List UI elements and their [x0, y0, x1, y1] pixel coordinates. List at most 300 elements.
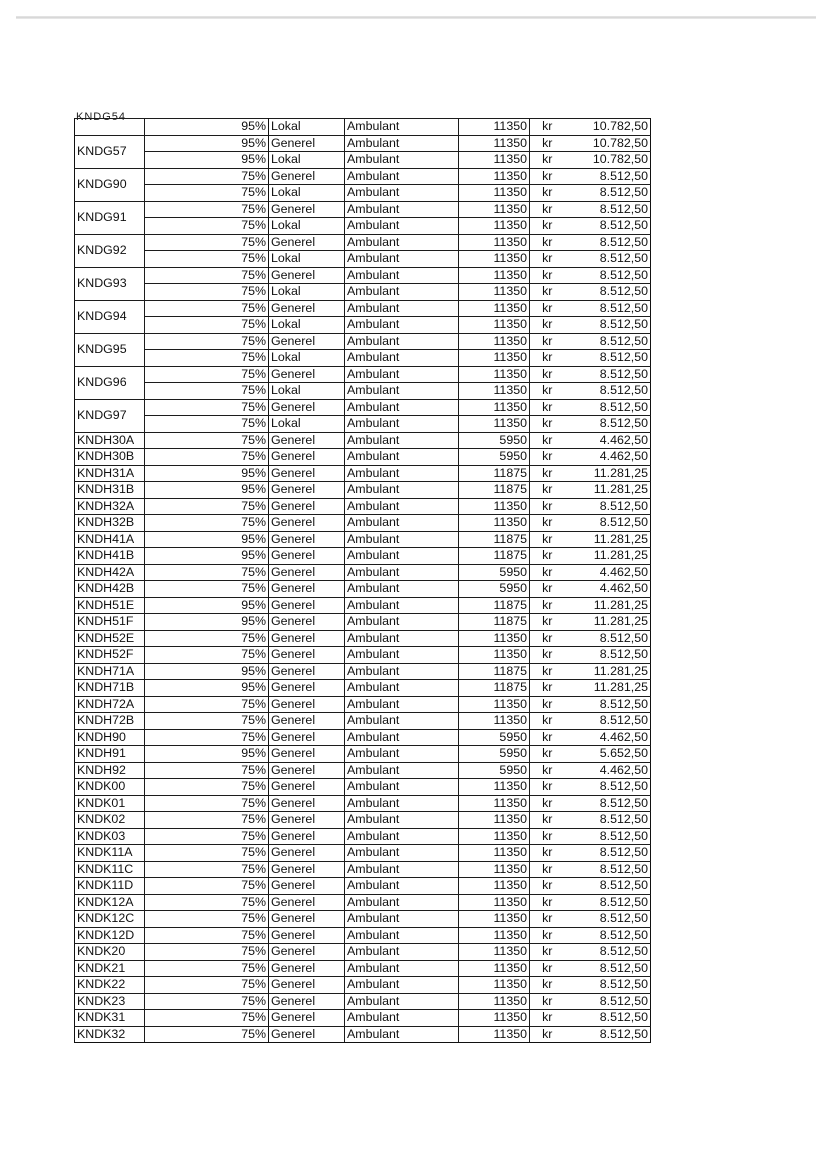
amount-cell: 8.512,50 [565, 1010, 651, 1027]
type-cell: Generel [269, 713, 345, 730]
currency-cell: kr [530, 201, 565, 218]
procedure-code-cell: KNDH31A [75, 465, 145, 482]
currency-cell: kr [530, 218, 565, 235]
type-cell: Generel [269, 762, 345, 779]
type-cell: Generel [269, 977, 345, 994]
price-cell: 11350 [459, 696, 530, 713]
procedure-code-cell: KNDK11A [75, 845, 145, 862]
price-cell: 11350 [459, 317, 530, 334]
amount-cell: 8.512,50 [565, 894, 651, 911]
percentage-cell: 75% [145, 581, 269, 598]
procedure-code-cell: KNDH71A [75, 663, 145, 680]
table-row [75, 333, 651, 350]
mode-cell: Ambulant [345, 366, 459, 383]
price-cell: 11350 [459, 779, 530, 796]
currency-cell: kr [530, 878, 565, 895]
currency-cell: kr [530, 152, 565, 169]
table-row [75, 548, 651, 565]
currency-cell: kr [530, 680, 565, 697]
table-row [75, 779, 651, 796]
procedure-code-cell: KNDH42B [75, 581, 145, 598]
percentage-cell: 75% [145, 515, 269, 532]
currency-cell: kr [530, 1026, 565, 1043]
mode-cell: Ambulant [345, 201, 459, 218]
currency-cell: kr [530, 482, 565, 499]
table-row [75, 614, 651, 631]
percentage-cell: 75% [145, 812, 269, 829]
amount-cell: 8.512,50 [565, 993, 651, 1010]
type-cell: Generel [269, 927, 345, 944]
price-cell: 11350 [459, 366, 530, 383]
amount-cell: 8.512,50 [565, 350, 651, 367]
type-cell: Generel [269, 168, 345, 185]
mode-cell: Ambulant [345, 152, 459, 169]
procedure-code-cell: KNDH42A [75, 564, 145, 581]
amount-cell: 8.512,50 [565, 515, 651, 532]
mode-cell: Ambulant [345, 284, 459, 301]
type-cell: Lokal [269, 416, 345, 433]
percentage-cell: 75% [145, 630, 269, 647]
percentage-cell: 75% [145, 878, 269, 895]
percentage-cell: 75% [145, 300, 269, 317]
procedure-code-cell: KNDH52E [75, 630, 145, 647]
percentage-cell: 75% [145, 713, 269, 730]
mode-cell: Ambulant [345, 515, 459, 532]
price-cell: 11350 [459, 861, 530, 878]
mode-cell: Ambulant [345, 251, 459, 268]
type-cell: Generel [269, 498, 345, 515]
type-cell: Generel [269, 201, 345, 218]
percentage-cell: 75% [145, 762, 269, 779]
amount-cell: 10.782,50 [565, 119, 651, 136]
procedure-code-cell: KNDH72B [75, 713, 145, 730]
mode-cell: Ambulant [345, 531, 459, 548]
currency-cell: kr [530, 960, 565, 977]
price-cell: 11350 [459, 234, 530, 251]
price-cell: 11350 [459, 515, 530, 532]
mode-cell: Ambulant [345, 894, 459, 911]
procedure-code-cell: KNDH51E [75, 597, 145, 614]
percentage-cell: 95% [145, 548, 269, 565]
table-row [75, 944, 651, 961]
currency-cell: kr [530, 531, 565, 548]
price-cell: 11875 [459, 597, 530, 614]
price-cell: 11350 [459, 135, 530, 152]
price-cell: 11350 [459, 630, 530, 647]
percentage-cell: 75% [145, 729, 269, 746]
mode-cell: Ambulant [345, 267, 459, 284]
type-cell: Generel [269, 399, 345, 416]
price-cell: 11350 [459, 284, 530, 301]
mode-cell: Ambulant [345, 729, 459, 746]
type-cell: Generel [269, 812, 345, 829]
mode-cell: Ambulant [345, 564, 459, 581]
mode-cell: Ambulant [345, 168, 459, 185]
type-cell: Generel [269, 647, 345, 664]
percentage-cell: 75% [145, 993, 269, 1010]
amount-cell: 8.512,50 [565, 234, 651, 251]
table-row [75, 861, 651, 878]
currency-cell: kr [530, 812, 565, 829]
percentage-cell: 95% [145, 597, 269, 614]
table-row [75, 581, 651, 598]
currency-cell: kr [530, 746, 565, 763]
cut-off-code-fragment: KNDG54 [76, 111, 127, 123]
mode-cell: Ambulant [345, 746, 459, 763]
price-cell: 11350 [459, 647, 530, 664]
type-cell: Generel [269, 746, 345, 763]
percentage-cell: 75% [145, 399, 269, 416]
currency-cell: kr [530, 350, 565, 367]
amount-cell: 8.512,50 [565, 845, 651, 862]
currency-cell: kr [530, 432, 565, 449]
amount-cell: 4.462,50 [565, 449, 651, 466]
type-cell: Generel [269, 515, 345, 532]
price-cell: 5950 [459, 729, 530, 746]
type-cell: Lokal [269, 185, 345, 202]
table-row [75, 1010, 651, 1027]
percentage-cell: 75% [145, 647, 269, 664]
percentage-cell: 75% [145, 894, 269, 911]
currency-cell: kr [530, 729, 565, 746]
type-cell: Generel [269, 135, 345, 152]
percentage-cell: 75% [145, 218, 269, 235]
amount-cell: 8.512,50 [565, 267, 651, 284]
amount-cell: 8.512,50 [565, 630, 651, 647]
amount-cell: 8.512,50 [565, 647, 651, 664]
mode-cell: Ambulant [345, 1026, 459, 1043]
amount-cell: 11.281,25 [565, 597, 651, 614]
price-cell: 11350 [459, 350, 530, 367]
percentage-cell: 95% [145, 119, 269, 136]
amount-cell: 8.512,50 [565, 779, 651, 796]
table-row [75, 663, 651, 680]
percentage-cell: 95% [145, 135, 269, 152]
table-row [75, 432, 651, 449]
procedure-code-cell: KNDG95 [75, 333, 145, 366]
percentage-cell: 75% [145, 927, 269, 944]
price-cell: 11350 [459, 927, 530, 944]
table-row [75, 251, 651, 268]
mode-cell: Ambulant [345, 911, 459, 928]
table-row [75, 878, 651, 895]
table-row [75, 927, 651, 944]
mode-cell: Ambulant [345, 432, 459, 449]
amount-cell: 8.512,50 [565, 1026, 651, 1043]
table-row [75, 135, 651, 152]
mode-cell: Ambulant [345, 498, 459, 515]
amount-cell: 8.512,50 [565, 399, 651, 416]
table-row [75, 449, 651, 466]
table-row [75, 564, 651, 581]
percentage-cell: 75% [145, 696, 269, 713]
percentage-cell: 95% [145, 614, 269, 631]
currency-cell: kr [530, 383, 565, 400]
price-cell: 11350 [459, 713, 530, 730]
type-cell: Generel [269, 696, 345, 713]
table-row [75, 1026, 651, 1043]
currency-cell: kr [530, 845, 565, 862]
mode-cell: Ambulant [345, 581, 459, 598]
currency-cell: kr [530, 333, 565, 350]
type-cell: Generel [269, 234, 345, 251]
mode-cell: Ambulant [345, 548, 459, 565]
percentage-cell: 75% [145, 1010, 269, 1027]
procedure-code-cell: KNDH92 [75, 762, 145, 779]
price-cell: 11350 [459, 168, 530, 185]
amount-cell: 11.281,25 [565, 531, 651, 548]
procedure-code-cell: KNDK22 [75, 977, 145, 994]
table-row [75, 218, 651, 235]
mode-cell: Ambulant [345, 812, 459, 829]
procedure-code-cell [75, 119, 145, 136]
price-cell: 11350 [459, 795, 530, 812]
type-cell: Generel [269, 614, 345, 631]
currency-cell: kr [530, 251, 565, 268]
type-cell: Generel [269, 449, 345, 466]
percentage-cell: 75% [145, 366, 269, 383]
currency-cell: kr [530, 1010, 565, 1027]
procedure-code-cell: KNDK00 [75, 779, 145, 796]
table-row [75, 795, 651, 812]
price-cell: 5950 [459, 432, 530, 449]
percentage-cell: 75% [145, 333, 269, 350]
table-row [75, 482, 651, 499]
table-row [75, 828, 651, 845]
price-cell: 11350 [459, 812, 530, 829]
type-cell: Generel [269, 465, 345, 482]
mode-cell: Ambulant [345, 317, 459, 334]
amount-cell: 8.512,50 [565, 713, 651, 730]
amount-cell: 8.512,50 [565, 168, 651, 185]
amount-cell: 8.512,50 [565, 812, 651, 829]
currency-cell: kr [530, 267, 565, 284]
procedure-code-cell: KNDH91 [75, 746, 145, 763]
currency-cell: kr [530, 168, 565, 185]
table-row [75, 515, 651, 532]
amount-cell: 8.512,50 [565, 960, 651, 977]
table-row [75, 399, 651, 416]
amount-cell: 8.512,50 [565, 927, 651, 944]
mode-cell: Ambulant [345, 300, 459, 317]
amount-cell: 8.512,50 [565, 416, 651, 433]
procedure-code-cell: KNDG92 [75, 234, 145, 267]
procedure-code-cell: KNDK32 [75, 1026, 145, 1043]
mode-cell: Ambulant [345, 927, 459, 944]
table-row [75, 845, 651, 862]
amount-cell: 8.512,50 [565, 828, 651, 845]
percentage-cell: 75% [145, 795, 269, 812]
type-cell: Lokal [269, 251, 345, 268]
price-cell: 5950 [459, 449, 530, 466]
price-cell: 11350 [459, 828, 530, 845]
amount-cell: 8.512,50 [565, 366, 651, 383]
percentage-cell: 95% [145, 663, 269, 680]
table-row [75, 465, 651, 482]
price-cell: 11350 [459, 218, 530, 235]
percentage-cell: 75% [145, 251, 269, 268]
percentage-cell: 95% [145, 531, 269, 548]
amount-cell: 8.512,50 [565, 201, 651, 218]
type-cell: Generel [269, 944, 345, 961]
procedure-code-cell: KNDK21 [75, 960, 145, 977]
currency-cell: kr [530, 795, 565, 812]
type-cell: Generel [269, 267, 345, 284]
procedure-code-cell: KNDG93 [75, 267, 145, 300]
mode-cell: Ambulant [345, 993, 459, 1010]
table-row [75, 696, 651, 713]
mode-cell: Ambulant [345, 1010, 459, 1027]
price-cell: 11350 [459, 201, 530, 218]
type-cell: Generel [269, 845, 345, 862]
procedure-code-cell: KNDH31B [75, 482, 145, 499]
mode-cell: Ambulant [345, 614, 459, 631]
table-row [75, 729, 651, 746]
scan-edge-line [16, 16, 816, 19]
price-table [74, 118, 651, 1043]
percentage-cell: 75% [145, 449, 269, 466]
mode-cell: Ambulant [345, 878, 459, 895]
currency-cell: kr [530, 234, 565, 251]
currency-cell: kr [530, 614, 565, 631]
mode-cell: Ambulant [345, 597, 459, 614]
mode-cell: Ambulant [345, 449, 459, 466]
type-cell: Generel [269, 878, 345, 895]
currency-cell: kr [530, 927, 565, 944]
price-cell: 11875 [459, 548, 530, 565]
type-cell: Generel [269, 729, 345, 746]
amount-cell: 8.512,50 [565, 795, 651, 812]
table-row [75, 911, 651, 928]
price-cell: 5950 [459, 564, 530, 581]
procedure-code-cell: KNDH52F [75, 647, 145, 664]
table-row [75, 647, 651, 664]
price-cell: 11350 [459, 185, 530, 202]
table-row [75, 977, 651, 994]
currency-cell: kr [530, 647, 565, 664]
price-cell: 11350 [459, 498, 530, 515]
amount-cell: 8.512,50 [565, 218, 651, 235]
price-cell: 11875 [459, 663, 530, 680]
currency-cell: kr [530, 581, 565, 598]
amount-cell: 8.512,50 [565, 977, 651, 994]
type-cell: Generel [269, 597, 345, 614]
type-cell: Generel [269, 894, 345, 911]
price-cell: 11350 [459, 152, 530, 169]
price-cell: 5950 [459, 581, 530, 598]
type-cell: Generel [269, 960, 345, 977]
mode-cell: Ambulant [345, 960, 459, 977]
percentage-cell: 75% [145, 977, 269, 994]
mode-cell: Ambulant [345, 399, 459, 416]
currency-cell: kr [530, 515, 565, 532]
type-cell: Generel [269, 1026, 345, 1043]
price-cell: 11350 [459, 416, 530, 433]
amount-cell: 10.782,50 [565, 152, 651, 169]
price-cell: 11350 [459, 300, 530, 317]
price-cell: 11875 [459, 531, 530, 548]
type-cell: Generel [269, 581, 345, 598]
currency-cell: kr [530, 399, 565, 416]
mode-cell: Ambulant [345, 647, 459, 664]
procedure-code-cell: KNDG94 [75, 300, 145, 333]
price-cell: 11875 [459, 482, 530, 499]
procedure-code-cell: KNDG96 [75, 366, 145, 399]
price-cell: 11350 [459, 977, 530, 994]
table-row [75, 597, 651, 614]
percentage-cell: 75% [145, 498, 269, 515]
percentage-cell: 95% [145, 152, 269, 169]
procedure-code-cell: KNDK11D [75, 878, 145, 895]
mode-cell: Ambulant [345, 185, 459, 202]
type-cell: Generel [269, 564, 345, 581]
percentage-cell: 75% [145, 267, 269, 284]
percentage-cell: 95% [145, 465, 269, 482]
price-cell: 11875 [459, 465, 530, 482]
currency-cell: kr [530, 284, 565, 301]
table-row [75, 267, 651, 284]
currency-cell: kr [530, 828, 565, 845]
percentage-cell: 95% [145, 746, 269, 763]
currency-cell: kr [530, 663, 565, 680]
table-row [75, 746, 651, 763]
amount-cell: 11.281,25 [565, 614, 651, 631]
amount-cell: 8.512,50 [565, 861, 651, 878]
amount-cell: 4.462,50 [565, 762, 651, 779]
procedure-code-cell: KNDH41A [75, 531, 145, 548]
price-cell: 11350 [459, 878, 530, 895]
currency-cell: kr [530, 449, 565, 466]
table-row [75, 713, 651, 730]
procedure-code-cell: KNDH90 [75, 729, 145, 746]
currency-cell: kr [530, 894, 565, 911]
procedure-code-cell: KNDH41B [75, 548, 145, 565]
table-row [75, 762, 651, 779]
procedure-code-cell: KNDG57 [75, 135, 145, 168]
type-cell: Generel [269, 828, 345, 845]
amount-cell: 8.512,50 [565, 333, 651, 350]
table-row [75, 234, 651, 251]
mode-cell: Ambulant [345, 234, 459, 251]
amount-cell: 8.512,50 [565, 317, 651, 334]
currency-cell: kr [530, 993, 565, 1010]
amount-cell: 8.512,50 [565, 944, 651, 961]
currency-cell: kr [530, 366, 565, 383]
mode-cell: Ambulant [345, 845, 459, 862]
percentage-cell: 75% [145, 234, 269, 251]
amount-cell: 4.462,50 [565, 729, 651, 746]
type-cell: Generel [269, 680, 345, 697]
type-cell: Generel [269, 548, 345, 565]
price-cell: 11350 [459, 251, 530, 268]
amount-cell: 4.462,50 [565, 581, 651, 598]
table-row [75, 284, 651, 301]
type-cell: Lokal [269, 284, 345, 301]
mode-cell: Ambulant [345, 795, 459, 812]
amount-cell: 4.462,50 [565, 564, 651, 581]
amount-cell: 5.652,50 [565, 746, 651, 763]
procedure-code-cell: KNDH30B [75, 449, 145, 466]
mode-cell: Ambulant [345, 135, 459, 152]
amount-cell: 8.512,50 [565, 284, 651, 301]
amount-cell: 11.281,25 [565, 465, 651, 482]
amount-cell: 8.512,50 [565, 911, 651, 928]
procedure-code-cell: KNDK20 [75, 944, 145, 961]
procedure-code-cell: KNDK12A [75, 894, 145, 911]
amount-cell: 11.281,25 [565, 548, 651, 565]
price-cell: 11350 [459, 960, 530, 977]
percentage-cell: 75% [145, 861, 269, 878]
